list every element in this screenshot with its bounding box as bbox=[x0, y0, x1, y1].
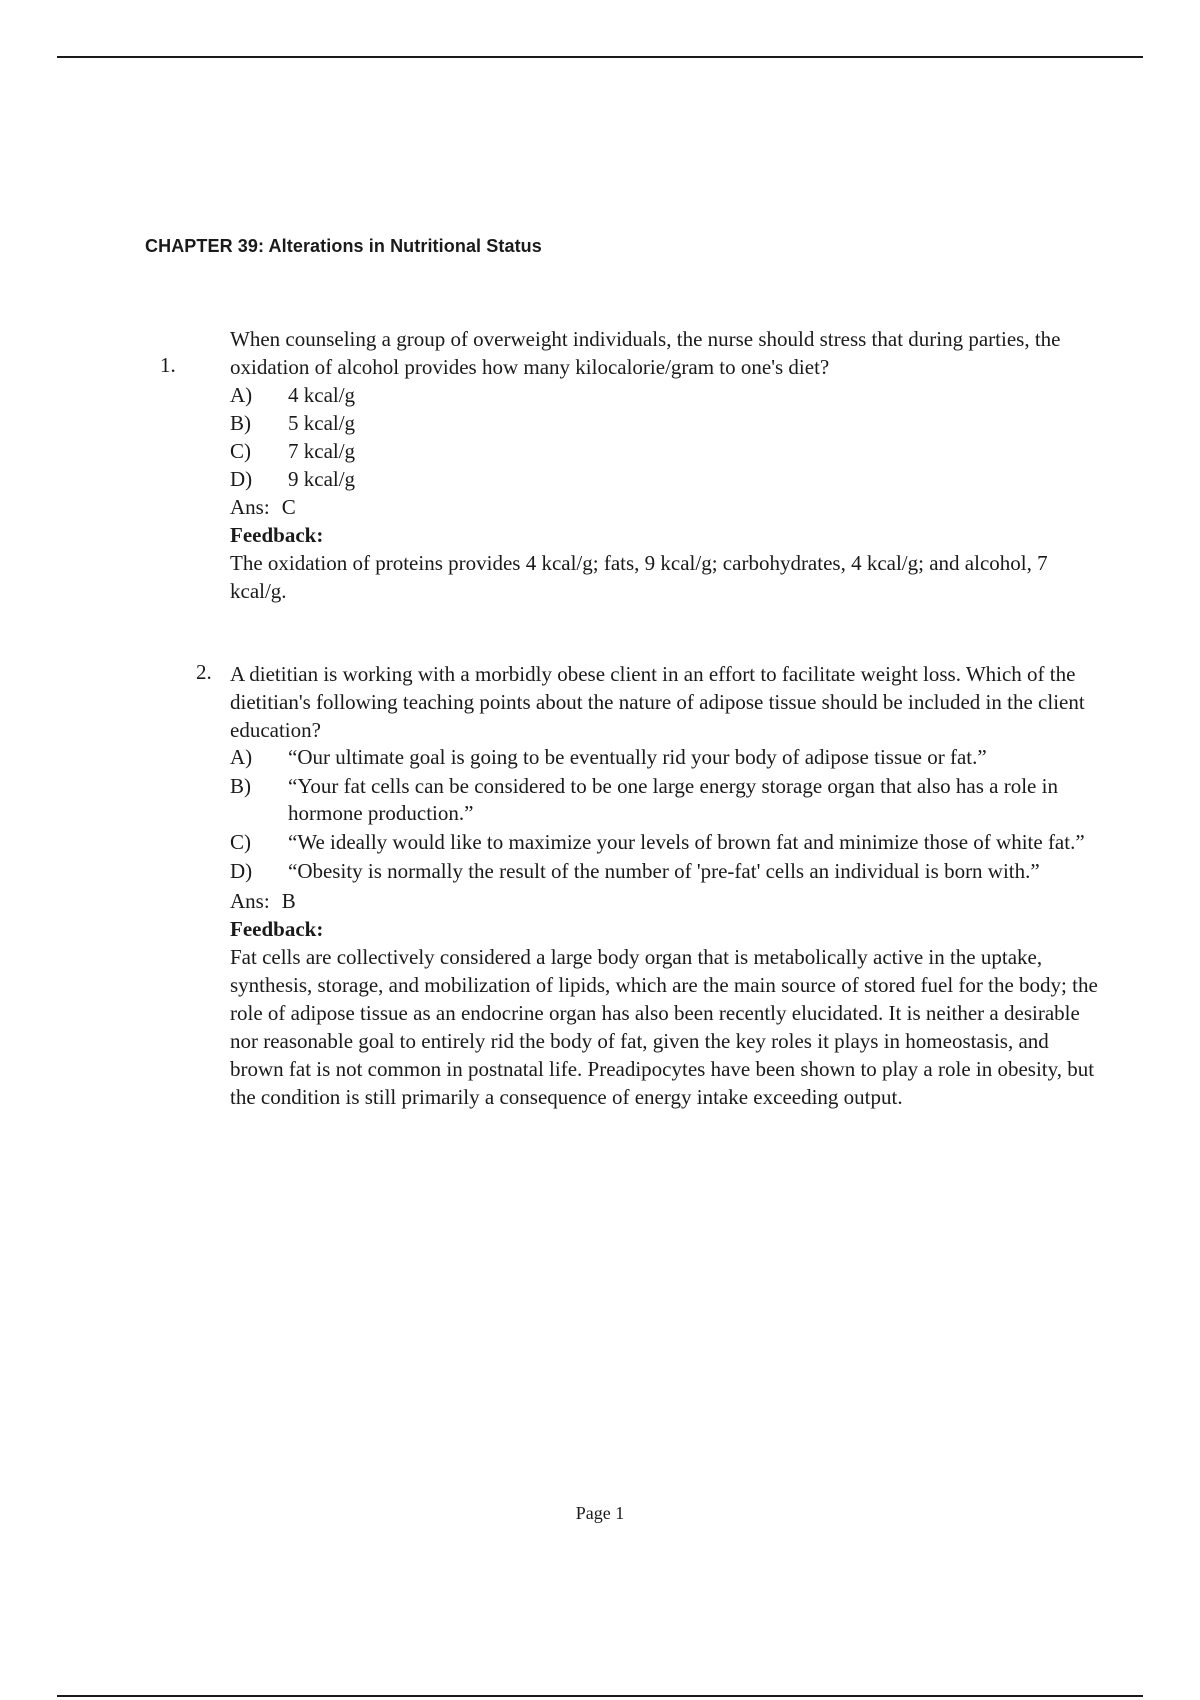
option-text: “Our ultimate goal is going to be eventually rid your body of adipose tissue or fat.” bbox=[288, 745, 987, 769]
option-letter: B) bbox=[230, 411, 251, 435]
answer-value: B bbox=[281, 889, 296, 913]
answer-option-b bbox=[230, 773, 1106, 827]
answer-line bbox=[230, 887, 1106, 915]
answer-option-b bbox=[230, 409, 1070, 437]
option-letter: B) bbox=[230, 774, 251, 798]
question-stem: A dietitian is working with a morbidly obese client in an effort to facilitate weight loss. Which of the dietitian's following teaching points about the nature of adipose tissue should be included in the client education? bbox=[230, 662, 1085, 742]
question-body bbox=[230, 325, 1070, 605]
option-letter: A) bbox=[230, 383, 253, 407]
option-letter: C) bbox=[230, 439, 251, 463]
top-rule bbox=[57, 56, 1143, 58]
option-text: 5 kcal/g bbox=[288, 411, 356, 435]
answer-option-c bbox=[230, 829, 1106, 856]
feedback-heading: Feedback: bbox=[230, 917, 324, 941]
answer-value: C bbox=[281, 495, 296, 519]
option-text: 9 kcal/g bbox=[288, 467, 356, 491]
question-stem: When counseling a group of overweight individuals, the nurse should stress that during parties, the oxidation of alcohol provides how many kilocalorie/gram to one's diet? bbox=[230, 327, 1061, 379]
feedback-text: The oxidation of proteins provides 4 kcal/g; fats, 9 kcal/g; carbohydrates, 4 kcal/g; and alcohol, 7 kcal/g. bbox=[230, 551, 1048, 603]
option-text: 4 kcal/g bbox=[288, 383, 356, 407]
option-text: “We ideally would like to maximize your levels of brown fat and minimize those of white fat.” bbox=[288, 830, 1085, 854]
answer-option-d bbox=[230, 465, 1070, 493]
answer-label: Ans: bbox=[230, 889, 270, 913]
answer-option-a bbox=[230, 744, 1106, 771]
option-letter: A) bbox=[230, 745, 253, 769]
question-body bbox=[230, 660, 1106, 1111]
page-number: Page 1 bbox=[575, 1503, 625, 1523]
question-number: 1. bbox=[160, 353, 176, 377]
question-number: 2. bbox=[196, 660, 212, 684]
option-letter: D) bbox=[230, 859, 253, 883]
answer-option-d bbox=[230, 858, 1106, 885]
chapter-title: CHAPTER 39: Alterations in Nutritional Status bbox=[145, 236, 542, 256]
option-letter: D) bbox=[230, 467, 253, 491]
answer-option-c bbox=[230, 437, 1070, 465]
option-letter: C) bbox=[230, 830, 251, 854]
option-text: “Obesity is normally the result of the number of 'pre-fat' cells an individual is born with.” bbox=[288, 859, 1040, 883]
answer-label: Ans: bbox=[230, 495, 270, 519]
answer-option-a bbox=[230, 381, 1070, 409]
option-text: “Your fat cells can be considered to be one large energy storage organ that also has a role in hormone production.” bbox=[288, 774, 1058, 825]
bottom-rule bbox=[57, 1695, 1143, 1697]
answer-line bbox=[230, 493, 1070, 521]
option-text: 7 kcal/g bbox=[288, 439, 356, 463]
feedback-heading: Feedback: bbox=[230, 523, 324, 547]
feedback-text: Fat cells are collectively considered a large body organ that is metabolically active in the uptake, synthesis, storage, and mobilization of lipids, which are the main source of stored fuel for the body; the role of adipose tissue as an endocrine organ has also been recently elucidated. It is neither a desirable nor reasonable goal to entirely rid the body of fat, given the key roles it plays in homeostasis, and brown fat is not common in postnatal life. Preadipocytes have been shown to play a role in obesity, but the condition is still primarily a consequence of energy intake exceeding output. bbox=[230, 945, 1098, 1109]
